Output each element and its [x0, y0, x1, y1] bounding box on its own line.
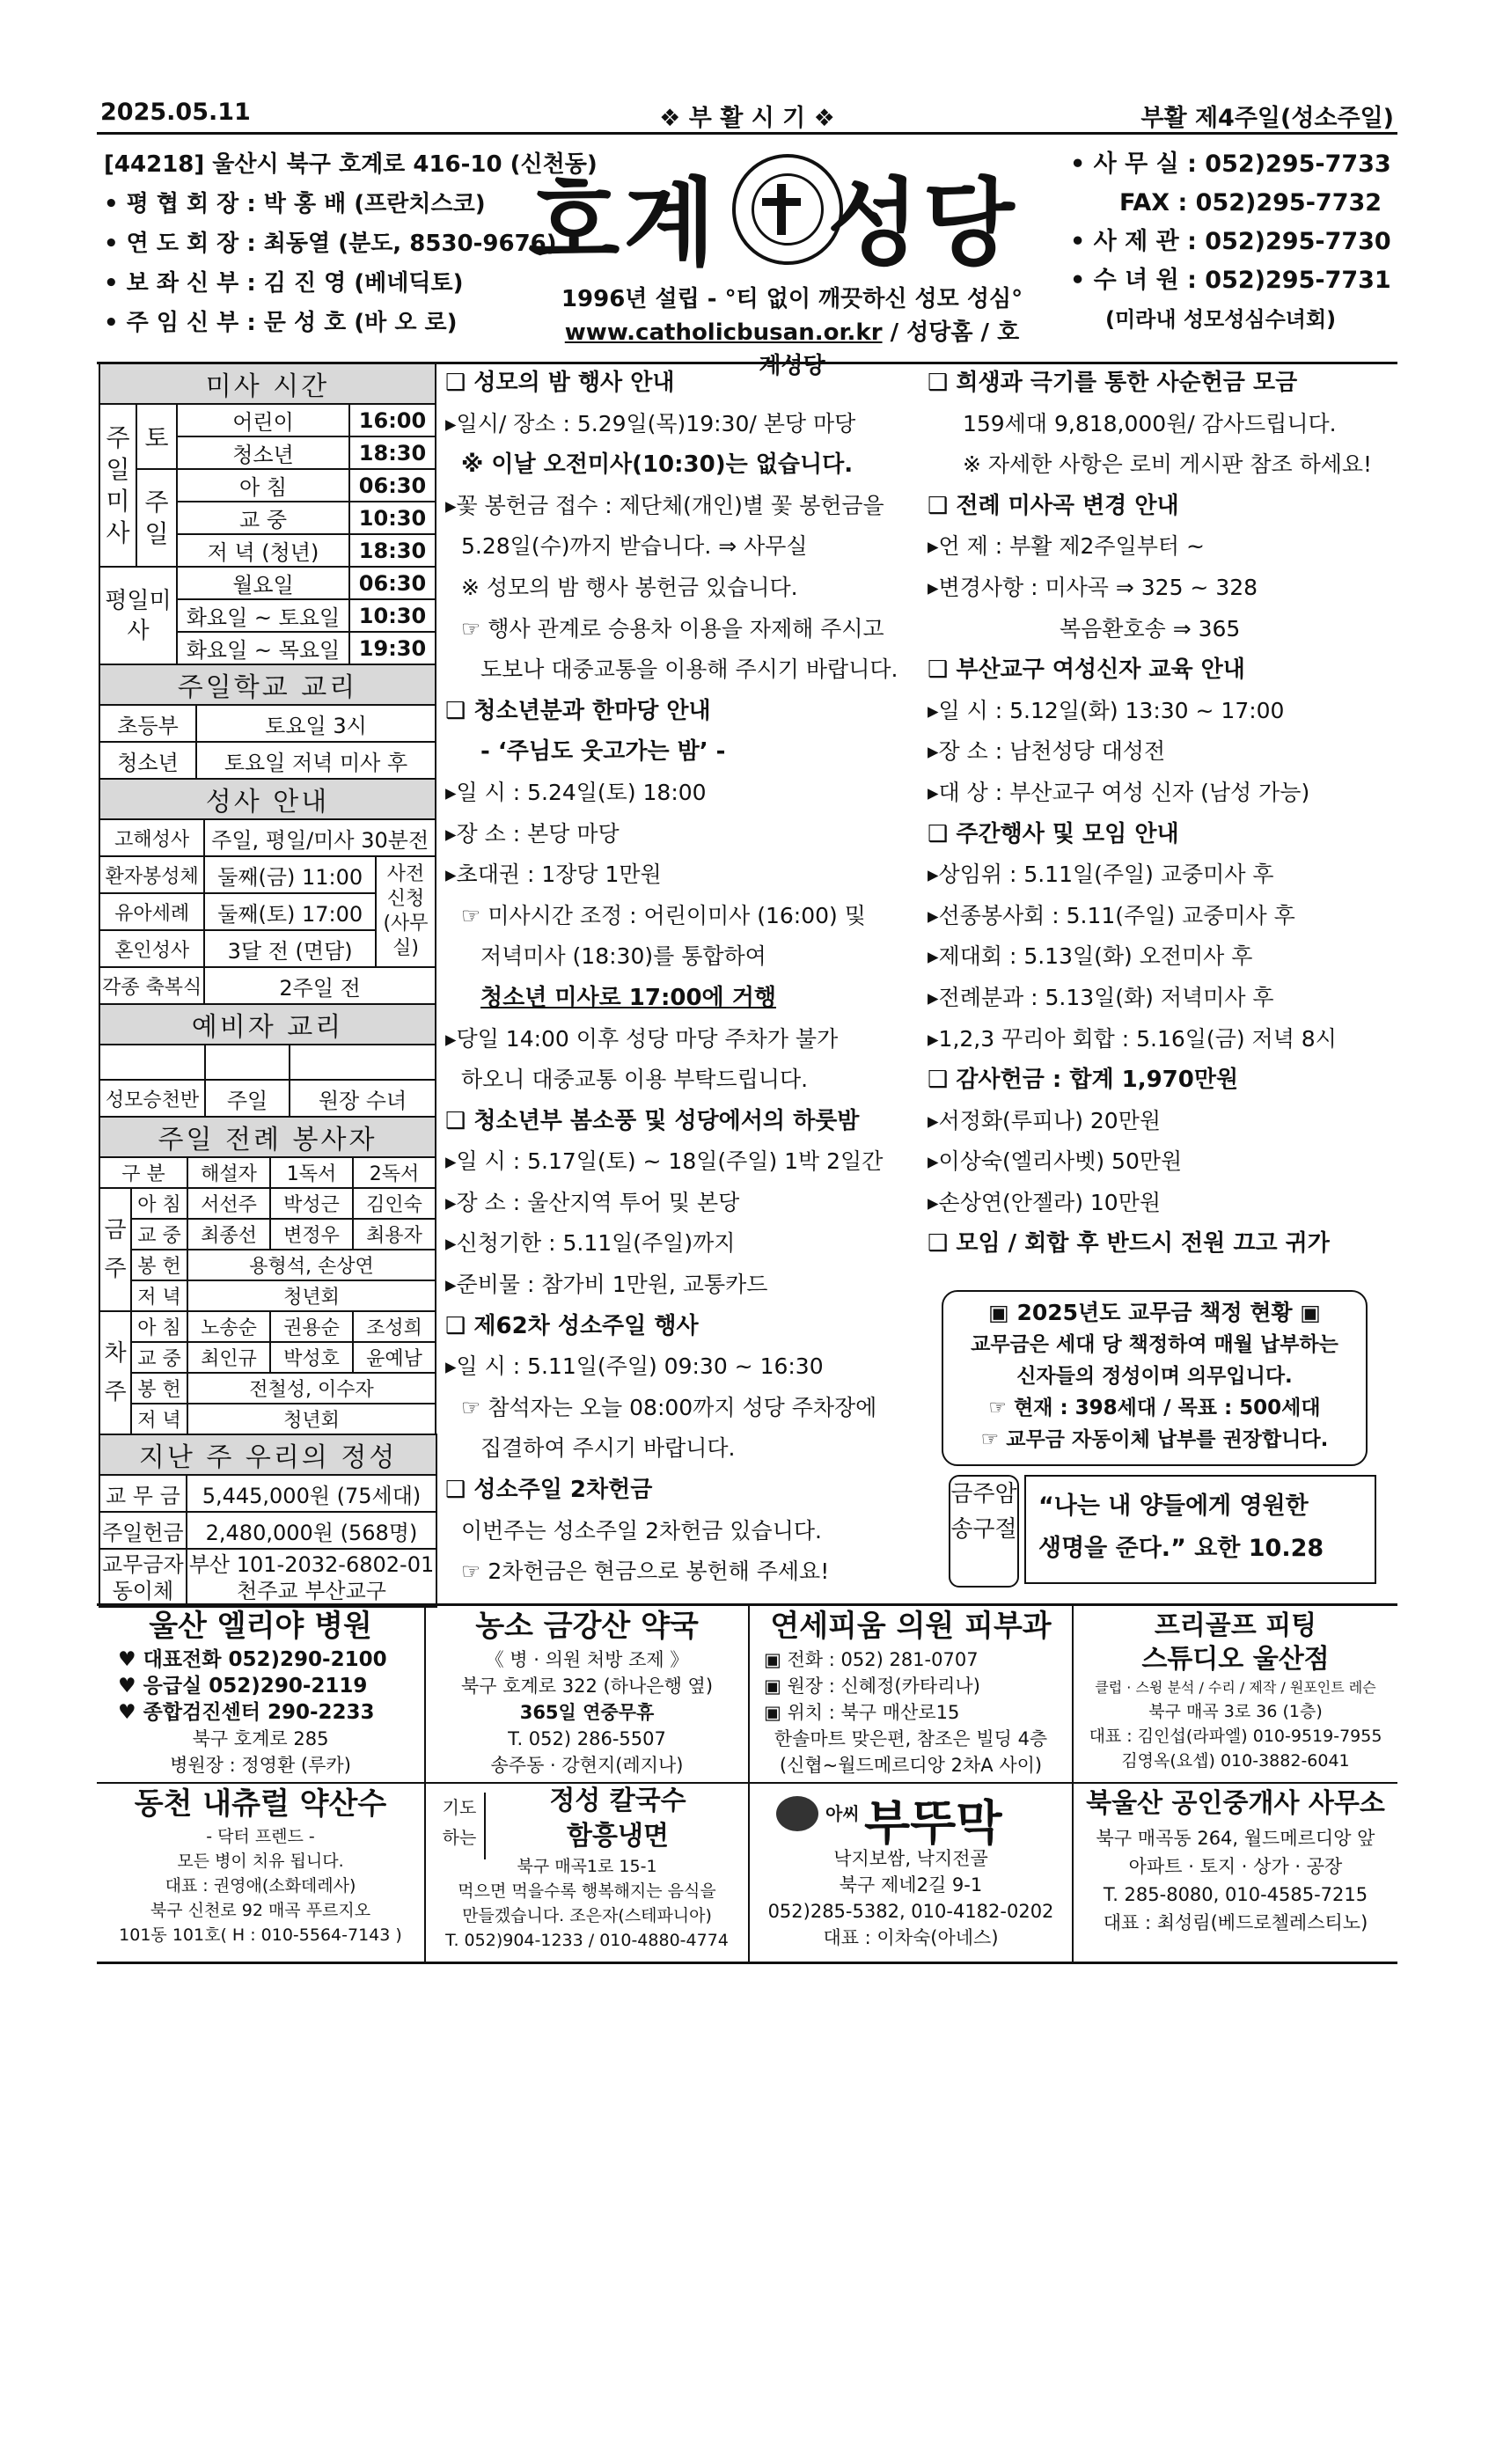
servers-head: 해설자	[187, 1157, 270, 1188]
server-slot: 아 침	[131, 1311, 187, 1342]
catechumen-title: 예비자 교리	[99, 1004, 436, 1045]
server: 박성호	[270, 1342, 353, 1373]
notice-line: ▸준비물 : 참가비 1만원, 교통카드	[445, 1272, 768, 1298]
server: 김인숙	[353, 1188, 436, 1219]
ad-title: 스튜디오 울산점	[1141, 1644, 1330, 1675]
title-part-b: 성당	[827, 168, 1018, 279]
notice-line: ▸1,2,3 꾸리아 회합 : 5.16일(금) 저녁 8시	[928, 1025, 1337, 1052]
right-column	[928, 363, 1396, 1265]
sunday-label: 주일	[136, 469, 177, 567]
notice-line: ▸대 상 : 부산교구 여성 신자 (남성 가능)	[928, 779, 1310, 805]
notice-line: ▸장 소 : 본당 마당	[445, 820, 620, 847]
next-week-label: 차주	[99, 1311, 131, 1434]
ad-golf-studio	[1074, 1606, 1397, 1782]
ad-line: 북구 매곡1로 15-1	[517, 1857, 657, 1876]
notice-line: ▸일시/ 장소 : 5.29일(목)19:30/ 본당 마당	[445, 410, 856, 436]
notice-line: ※ 성모의 밤 행사 봉헌금 있습니다.	[461, 574, 798, 600]
left-column	[99, 363, 436, 1608]
ad-line: T. 285-8080, 010-4585-7215	[1103, 1884, 1368, 1905]
this-week-label: 금주	[99, 1188, 131, 1311]
notice-heading: ❑ 주간행사 및 모임 안내	[928, 820, 1179, 847]
offering-amount: 5,445,000원 (75세대)	[187, 1475, 436, 1512]
notice-heading: ❑ 모임 / 회합 후 반드시 전원 끄고 귀가	[928, 1230, 1330, 1258]
weekday-time: 06:30	[349, 567, 436, 599]
sacrament-time: 2주일 전	[204, 967, 436, 1004]
notice-line: ☞ 2차헌금은 현금으로 봉헌해 주세요!	[461, 1558, 830, 1585]
notice-line: 저녁미사 (18:30)를 통합하여	[480, 943, 766, 970]
ad-line: 대표 : 김인섭(라파엘) 010-9519-7955	[1089, 1727, 1382, 1746]
account-holder: 천주교 부산교구	[237, 1579, 386, 1603]
server-slot: 봉 헌	[131, 1373, 187, 1404]
notice-line: ▸선종봉사회 : 5.11(주일) 교중미사 후	[928, 902, 1295, 928]
ad-line: 052)285-5382, 010-4182-0202	[767, 1901, 1054, 1922]
ad-line: 북구 제네2길 9-1	[839, 1874, 983, 1896]
notice-heading: ❑ 성소주일 2차헌금	[445, 1477, 653, 1504]
church-title	[528, 147, 1021, 279]
advance-request-note: 사전신청(사무실)	[376, 856, 436, 967]
mass-name: 어린이	[177, 404, 349, 436]
ad-title: 함흥냉면	[567, 1821, 669, 1852]
weekday-name: 월요일	[177, 567, 349, 599]
sacrament-time: 주일, 평일/미사 30분전	[204, 819, 436, 856]
ad-realty	[1074, 1784, 1397, 1960]
ad-line: ▣ 원장 : 신혜정(카타리나)	[764, 1676, 980, 1697]
district-president: • 연 도 회 장 : 최동열 (분도, 8530-9676)	[104, 231, 557, 257]
ad-pharmacy	[426, 1606, 748, 1782]
ad-line: 한솔마트 맞은편, 참조은 빌딩 4층	[774, 1728, 1048, 1749]
sacrament-name: 유아세례	[99, 893, 204, 930]
notice-line: ▸꽃 봉헌금 접수 : 제단체(개인)별 꽃 봉헌금을	[445, 492, 884, 518]
ad-title: 북울산 공인중개사 사무소	[1086, 1788, 1385, 1819]
ad-noodle-restaurant	[426, 1784, 748, 1960]
auto-transfer-label: 교무금자동이체	[99, 1549, 187, 1607]
mass-schedule-table	[99, 363, 436, 665]
ad-line: ♥ 종합검진센터 290-2233	[118, 1701, 375, 1724]
ad-tag: 기도하는	[435, 1793, 486, 1859]
ad-title: 동천 내츄럴 약산수	[134, 1786, 387, 1822]
server: 노송순	[187, 1311, 270, 1342]
sunday-name: 부활 제4주일(성소주일)	[1140, 105, 1394, 132]
notice-line: ▸장 소 : 남천성당 대성전	[928, 738, 1166, 765]
weekday-name: 화요일 ~ 토요일	[177, 599, 349, 632]
mass-time: 18:30	[349, 534, 436, 567]
sacrament-time: 둘째(토) 17:00	[204, 893, 376, 930]
notice-heading: ❑ 청소년부 봄소풍 및 성당에서의 하룻밤	[445, 1107, 860, 1134]
sacrament-name: 환자봉성체	[99, 856, 204, 893]
servers-head: 2독서	[353, 1157, 436, 1188]
notice-line: ▸상임위 : 5.11일(주일) 교중미사 후	[928, 862, 1274, 888]
server-slot: 저 녁	[131, 1404, 187, 1434]
sacrament-time: 둘째(금) 11:00	[204, 856, 376, 893]
ad-line: (신협~월드메르디앙 2차A 사이)	[779, 1755, 1043, 1776]
tithe-line: 교무금은 세대 당 책정하여 매월 납부하는	[971, 1333, 1338, 1356]
servers-head: 구 분	[99, 1157, 187, 1188]
mass-name: 아 침	[177, 469, 349, 502]
notice-heading: ❑ 청소년분과 한마당 안내	[445, 697, 711, 724]
tithe-line: ☞ 현재 : 398세대 / 목표 : 500세대	[988, 1397, 1321, 1419]
notice-line: ▸제대회 : 5.13일(화) 오전미사 후	[928, 943, 1253, 970]
weekday-time: 10:30	[349, 599, 436, 632]
ad-line: ♥ 응급실 052)290-2119	[118, 1675, 368, 1698]
sacraments-table	[99, 778, 436, 1005]
fax: FAX : 052)295-7732	[1119, 189, 1382, 216]
ad-line: 만들겠습니다. 조은자(스테파니아)	[462, 1906, 712, 1925]
sacrament-name: 혼인성사	[99, 930, 204, 967]
notice-line: ▸초대권 : 1장당 1만원	[445, 862, 662, 888]
title-part-a: 호계	[528, 168, 719, 279]
ad-title: 프리골프 피팅	[1154, 1610, 1317, 1641]
ad-line: ♥ 대표전화 052)290-2100	[118, 1648, 387, 1671]
tithe-line: 신자들의 정성이며 의무입니다.	[1016, 1365, 1293, 1388]
server: 권용순	[270, 1311, 353, 1342]
notice-line: ▸일 시 : 5.11일(주일) 09:30 ~ 16:30	[445, 1353, 824, 1380]
mass-name: 교 중	[177, 502, 349, 534]
website-suffix: / 성당홈 / 호계성당	[759, 319, 1020, 379]
saturday-label: 토	[136, 404, 177, 469]
website-link[interactable]: www.catholicbusan.or.kr	[564, 319, 883, 346]
logo-small-text: 아씨	[825, 1803, 860, 1824]
sacrament-time: 3달 전 (면담)	[204, 930, 376, 967]
ad-line: 365일 연중무휴	[519, 1702, 655, 1723]
tithe-line: ☞ 교무금 자동이체 납부를 권장합니다.	[980, 1428, 1329, 1451]
notice-heading: ❑ 희생과 극기를 통한 사순헌금 모금	[928, 370, 1298, 396]
verse-text: 생명을 준다.” 요한 10.28	[1038, 1535, 1324, 1562]
notice-line: ▸일 시 : 5.17일(토) ~ 18일(주일) 1박 2일간	[445, 1148, 884, 1175]
advertisements	[97, 1603, 1397, 1964]
server: 용형석, 손상연	[187, 1250, 436, 1280]
notice-line: 복음환호송 ⇒ 365	[1060, 615, 1241, 642]
sunday-school-title: 주일학교 교리	[99, 664, 436, 705]
weekday-mass-label: 평일미사	[99, 567, 177, 664]
verse-text: “나는 내 양들에게 영원한	[1038, 1492, 1309, 1520]
header-contacts	[1070, 145, 1391, 339]
notice-line: ▸이상숙(엘리사벳) 50만원	[928, 1148, 1183, 1175]
ad-line: 병원장 : 정영환 (루카)	[170, 1755, 351, 1776]
server: 윤예남	[353, 1342, 436, 1373]
ad-line: 북구 호계로 322 (하나은행 옆)	[460, 1676, 714, 1697]
server: 청년회	[187, 1404, 436, 1434]
notice-heading: ❑ 전례 미사곡 변경 안내	[928, 492, 1179, 519]
ad-line: 101동 101호( H : 010-5564-7143 )	[119, 1925, 402, 1945]
server-slot: 봉 헌	[131, 1250, 187, 1280]
ad-line: 대표 : 최성림(베드로첼레스티노)	[1103, 1912, 1368, 1933]
sunday-school-table	[99, 664, 436, 780]
offering-amount: 2,480,000원 (568명)	[187, 1512, 436, 1549]
notice-heading: 청소년 미사로 17:00에 거행	[480, 984, 776, 1011]
server: 최인규	[187, 1342, 270, 1373]
school-time: 토요일 저녁 미사 후	[196, 742, 436, 779]
offering-title: 지난 주 우리의 정성	[99, 1434, 436, 1475]
ad-line: 북구 매곡동 264, 월드메르디앙 앞	[1096, 1828, 1375, 1849]
tithe-status-box	[942, 1290, 1368, 1466]
assistant-priest: • 보 좌 신 부 : 김 진 영 (베네딕토)	[104, 270, 464, 297]
notice-line: ▸변경사항 : 미사곡 ⇒ 325 ~ 328	[928, 574, 1258, 600]
tithe-title: ▣ 2025년도 교무금 책정 현황 ▣	[988, 1300, 1321, 1325]
servers-head: 1독서	[270, 1157, 353, 1188]
ad-line: 북구 매곡 3로 36 (1층)	[1148, 1702, 1323, 1721]
ad-line: 낙지보쌈, 낙지전골	[833, 1848, 988, 1869]
offering-kind: 교 무 금	[99, 1475, 187, 1512]
notice-heading: ※ 이날 오전미사(10:30)는 없습니다.	[461, 451, 854, 479]
ad-line: T. 052) 286-5507	[508, 1728, 666, 1749]
notice-line: 도보나 대중교통을 이용해 주시기 바랍니다.	[480, 656, 898, 683]
middle-column	[445, 363, 920, 1593]
ad-line: 대표 : 이차숙(아네스)	[823, 1927, 999, 1948]
ad-line: 먹으면 먹을수록 행복해지는 음식을	[458, 1881, 716, 1901]
servers-title: 주일 전례 봉사자	[99, 1117, 436, 1157]
ad-line: 김영옥(요셉) 010-3882-6041	[1121, 1751, 1350, 1771]
server: 박성근	[270, 1188, 353, 1219]
ad-line: 북구 신천로 92 매곡 푸르지오	[150, 1901, 371, 1920]
catechumen-table	[99, 1003, 436, 1118]
restaurant-logo-icon	[776, 1796, 818, 1831]
mass-time: 16:00	[349, 404, 436, 436]
sunday-mass-label: 주일미사	[99, 404, 136, 567]
sacrament-name: 고해성사	[99, 819, 204, 856]
ad-hospital	[97, 1606, 424, 1782]
council-president: • 평 협 회 장 : 박 홍 배 (프란치스코)	[104, 191, 486, 217]
ad-title: 연세피움 의원 피부과	[770, 1609, 1052, 1644]
bank-account: 부산 101-2032-6802-01	[188, 1552, 435, 1577]
server: 전철성, 이수자	[187, 1373, 436, 1404]
notice-line: ☞ 행사 관계로 승용차 이용을 자제해 주시고	[461, 615, 884, 642]
server: 최용자	[353, 1219, 436, 1250]
notice-line: ▸손상연(안젤라) 10만원	[928, 1189, 1162, 1215]
notice-line: 집결하여 주시기 바랍니다.	[480, 1435, 736, 1462]
notice-heading: ❑ 감사헌금 : 합계 1,970만원	[928, 1067, 1239, 1094]
catechumen-teacher: 원장 수녀	[290, 1080, 436, 1117]
ad-line: 송주동 · 강현지(레지나)	[490, 1755, 684, 1776]
notice-line: ▸당일 14:00 이후 성당 마당 주차가 불가	[445, 1025, 839, 1052]
ad-line: T. 052)904-1233 / 010-4880-4774	[445, 1931, 729, 1950]
weekday-time: 19:30	[349, 632, 436, 664]
weekly-verse	[949, 1475, 1385, 1589]
sacrament-name: 각종 축복식	[99, 967, 204, 1004]
ad-bututmak-restaurant	[750, 1784, 1072, 1960]
server: 조성희	[353, 1311, 436, 1342]
rectory-phone: • 사 제 관 : 052)295-7730	[1070, 228, 1391, 255]
notice-line: ▸서정화(루피나) 20만원	[928, 1107, 1162, 1133]
offering-table	[99, 1434, 437, 1608]
school-group: 초등부	[99, 705, 196, 742]
notice-line: ▸언 제 : 부활 제2주일부터 ~	[928, 533, 1205, 560]
notice-line: ▸장 소 : 울산지역 투어 및 본당	[445, 1189, 740, 1215]
ad-water	[97, 1784, 424, 1960]
weekday-name: 화요일 ~ 목요일	[177, 632, 349, 664]
ad-line: 대표 : 권영애(소화데레사)	[165, 1876, 356, 1896]
server-slot: 교 중	[131, 1219, 187, 1250]
server: 변정우	[270, 1219, 353, 1250]
server: 서선주	[187, 1188, 270, 1219]
notice-heading: ❑ 제62차 성소주일 행사	[445, 1312, 699, 1339]
offering-kind: 주일헌금	[99, 1512, 187, 1549]
ad-line: 모든 병이 치유 됩니다.	[177, 1852, 344, 1871]
mass-name: 청소년	[177, 436, 349, 469]
logo-text: 부뚜막	[864, 1794, 1002, 1851]
server: 최종선	[187, 1219, 270, 1250]
liturgy-servers-table	[99, 1116, 436, 1435]
notice-line: ▸전례분과 : 5.13일(화) 저녁미사 후	[928, 984, 1274, 1010]
liturgical-season: ❖ 부 활 시 기 ❖	[659, 105, 835, 132]
ad-line: ▣ 전화 : 052) 281-0707	[764, 1649, 979, 1670]
notice-heading: ❑ 부산교구 여성신자 교육 안내	[928, 656, 1245, 684]
ad-line: - 닥터 프렌드 -	[206, 1827, 315, 1846]
notice-line: ※ 자세한 사항은 로비 게시판 참조 하세요!	[963, 451, 1373, 478]
convent-name: (미라내 성모성심수녀회)	[1105, 307, 1337, 332]
mass-time-title: 미사 시간	[99, 363, 436, 404]
sacraments-title: 성사 안내	[99, 779, 436, 819]
convent-phone: • 수 녀 원 : 052)295-7731	[1070, 267, 1391, 294]
notice-line: ☞ 참석자는 오늘 08:00까지 성당 주차장에	[461, 1394, 877, 1420]
school-group: 청소년	[99, 742, 196, 779]
ad-title: 농소 금강산 약국	[475, 1609, 699, 1644]
office-phone: • 사 무 실 : 052)295-7733	[1070, 150, 1391, 178]
ad-title: 정성 칼국수	[549, 1786, 686, 1816]
catechumen-class: 성모승천반	[99, 1080, 205, 1117]
mass-time: 18:30	[349, 436, 436, 469]
ad-line: 북구 호계로 285	[192, 1728, 329, 1749]
ad-line: ▣ 위치 : 북구 매산로15	[764, 1702, 960, 1723]
ad-line: 아파트 · 토지 · 상가 · 공장	[1128, 1856, 1343, 1877]
notice-line: ▸신청기한 : 5.11일(주일)까지	[445, 1230, 736, 1257]
ad-dermatology	[750, 1606, 1072, 1782]
notice-line: 159세대 9,818,000원/ 감사드립니다.	[963, 410, 1337, 436]
server-slot: 교 중	[131, 1342, 187, 1373]
pastor: • 주 임 신 부 : 문 성 호 (바 오 로)	[104, 310, 458, 336]
server-slot: 아 침	[131, 1188, 187, 1219]
notice-line: ▸일 시 : 5.12일(화) 13:30 ~ 17:00	[928, 697, 1285, 723]
top-bar	[97, 97, 1397, 132]
mass-time: 06:30	[349, 469, 436, 502]
notice-line: 5.28일(수)까지 받습니다. ⇒ 사무실	[461, 533, 808, 560]
server-slot: 저 녁	[131, 1280, 187, 1311]
notice-heading: - ‘주님도 웃고가는 밤’ -	[480, 738, 726, 766]
server: 청년회	[187, 1280, 436, 1311]
catechumen-day: 주일	[205, 1080, 290, 1117]
established-line: 1996년 설립 - °티 없이 깨끗하신 성모 성심°	[561, 286, 1023, 312]
notice-line: 이번주는 성소주일 2차헌금 있습니다.	[461, 1517, 822, 1544]
ad-line: 《 병 · 의원 처방 조제 》	[485, 1649, 689, 1670]
header-left-info	[104, 145, 598, 343]
school-time: 토요일 3시	[196, 705, 436, 742]
notice-line: ☞ 미사시간 조정 : 어린이미사 (16:00) 및	[461, 902, 866, 928]
header	[97, 132, 1397, 379]
ad-title: 울산 엘리야 병원	[149, 1609, 372, 1644]
notice-heading: ❑ 성모의 밤 행사 안내	[445, 370, 675, 396]
verse-label: 금주암송구절	[949, 1475, 1019, 1588]
church-address: [44218] 울산시 북구 호계로 416-10 (신천동)	[104, 151, 598, 178]
bulletin-date: 2025.05.11	[100, 99, 251, 126]
ad-line: 클럽 · 스윙 분석 / 수리 / 제작 / 원포인트 레슨	[1095, 1679, 1376, 1696]
notice-line: 하오니 대중교통 이용 부탁드립니다.	[461, 1067, 809, 1093]
mass-time: 10:30	[349, 502, 436, 534]
mass-name: 저 녁 (청년)	[177, 534, 349, 567]
notice-line: ▸일 시 : 5.24일(토) 18:00	[445, 779, 707, 805]
